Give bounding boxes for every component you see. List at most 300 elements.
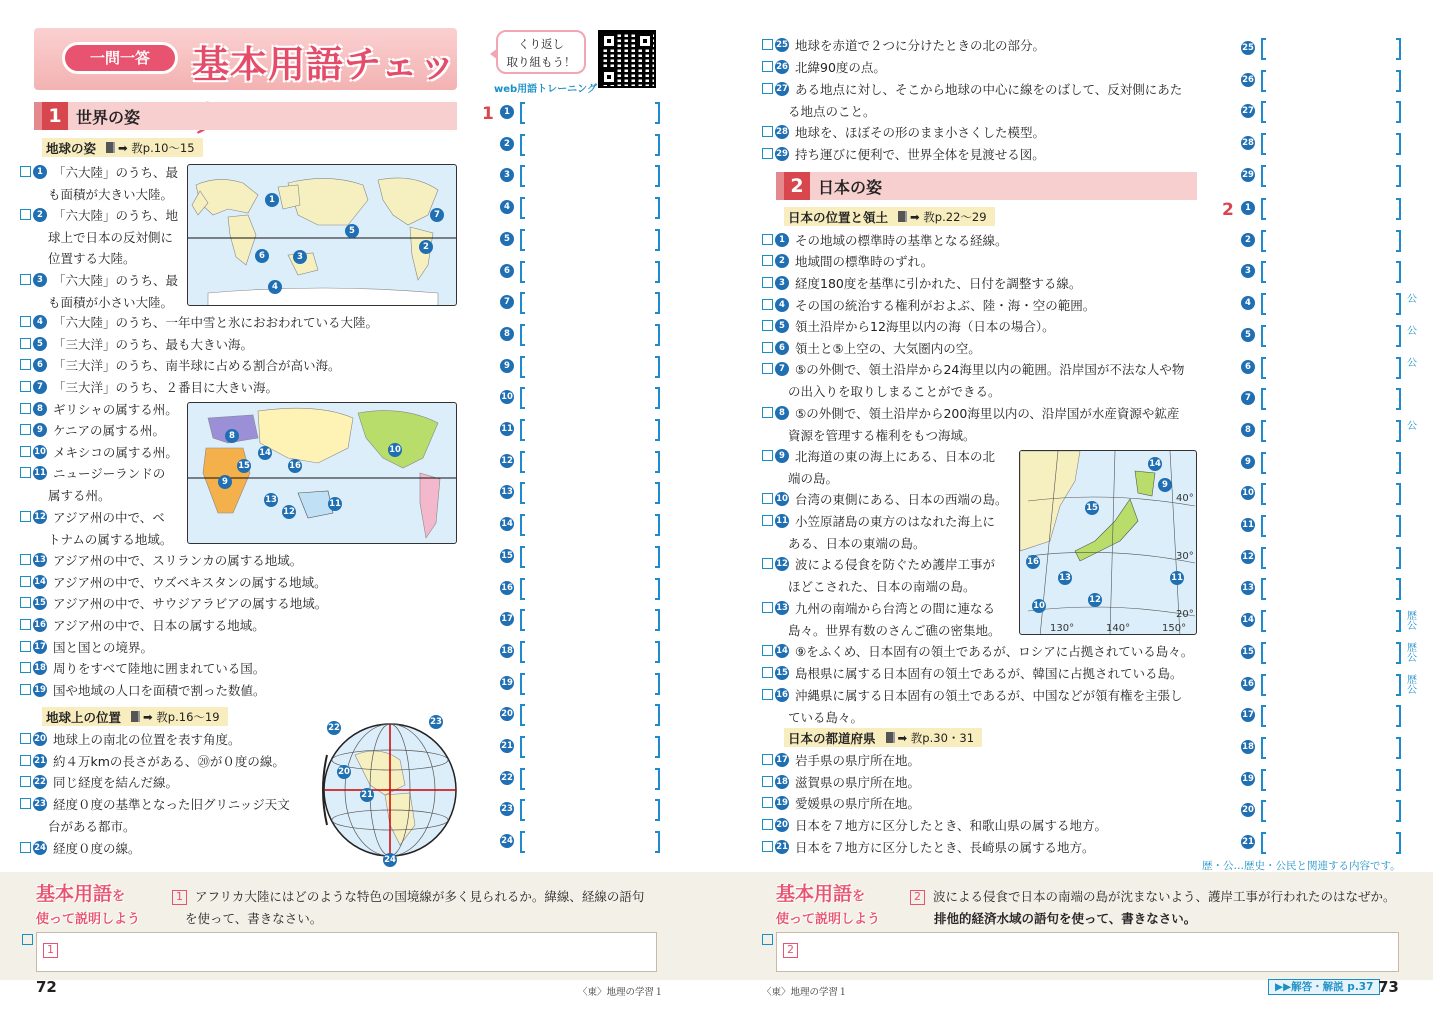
question-line-cont xyxy=(788,100,876,121)
subsection-header xyxy=(42,707,228,726)
question-text: 日本を７地方に区分したとき、和歌山県の属する地方。 xyxy=(795,818,1108,833)
question-line xyxy=(20,592,327,613)
checkbox-icon[interactable] xyxy=(762,320,773,331)
question-line xyxy=(20,376,278,397)
answer-number: 8 xyxy=(1241,423,1255,437)
checkbox-icon[interactable] xyxy=(762,61,773,72)
answer-number: 20 xyxy=(1242,805,1254,816)
subject-tag: 公 xyxy=(1407,325,1417,337)
checkbox-icon[interactable] xyxy=(762,841,773,852)
subsection-title: 地球上の位置 xyxy=(46,709,122,725)
answer-number: 14 xyxy=(1242,615,1254,626)
question-text: 九州の南端から台湾との間に連なる xyxy=(795,601,996,616)
checkbox-icon[interactable] xyxy=(762,39,773,50)
question-line xyxy=(20,728,241,749)
japan-map-label: 13 xyxy=(1059,573,1071,583)
question-text: 位置する大陸。 xyxy=(48,251,136,267)
globe-label: 22 xyxy=(328,723,340,733)
question-line xyxy=(20,269,178,290)
world-map-regions-graphic xyxy=(188,403,457,544)
question-number: 24 xyxy=(34,842,46,853)
checkbox-icon[interactable] xyxy=(762,83,773,94)
question-text: その国の統治する権利がおよぶ、陸・海・空の範囲。 xyxy=(795,298,1096,313)
banner-badge: 一問一答 xyxy=(62,42,178,74)
answer-bracket[interactable] xyxy=(500,134,660,156)
question-line xyxy=(762,121,1045,142)
answer-bracket[interactable] xyxy=(1241,515,1401,537)
explain-title-left: 基本用語を 使って説明しよう xyxy=(36,883,141,927)
question-line xyxy=(762,662,1183,683)
japan-map-label: 12 xyxy=(1089,595,1101,605)
checkbox-icon[interactable] xyxy=(762,255,773,266)
question-line xyxy=(762,749,920,770)
question-line-cont xyxy=(788,575,976,596)
question-number: 8 xyxy=(775,406,789,420)
answer-number: 9 xyxy=(500,359,514,373)
question-number: 14 xyxy=(776,645,788,656)
question-text: 属する州。 xyxy=(48,487,111,503)
question-line xyxy=(762,684,1183,705)
japan-map-label: 10 xyxy=(1033,601,1045,611)
bubble-line2: 取り組もう！ xyxy=(506,55,576,69)
question-line xyxy=(20,793,290,814)
checkbox-icon[interactable] xyxy=(762,342,773,353)
answer-bracket[interactable] xyxy=(500,419,660,441)
question-text: も面積が小さい大陸。 xyxy=(48,294,174,310)
answer-bracket[interactable] xyxy=(500,673,660,695)
question-number: 10 xyxy=(34,446,46,457)
checkbox-icon[interactable] xyxy=(762,493,773,504)
question-line xyxy=(20,398,178,419)
answer-link[interactable]: ▶▶解答・解説 p.37 xyxy=(1268,979,1380,995)
answer-number: 17 xyxy=(501,614,513,625)
answer-box-1[interactable] xyxy=(36,932,657,972)
checkbox-icon[interactable] xyxy=(762,234,773,245)
answer-number: 7 xyxy=(500,295,514,309)
answer-bracket[interactable] xyxy=(1241,38,1401,60)
answer-bracket[interactable] xyxy=(500,102,660,124)
question-text: 周りをすべて陸地に囲まれている国。 xyxy=(53,661,266,676)
answer-number: 29 xyxy=(1242,169,1254,180)
answer-bracket[interactable] xyxy=(1241,674,1417,696)
answer-bracket[interactable] xyxy=(1241,832,1401,854)
answer-number: 17 xyxy=(1242,710,1254,721)
checkbox-icon[interactable] xyxy=(762,797,773,808)
answer-bracket[interactable] xyxy=(500,197,660,219)
question-text: 領土と⑤上空の、大気圏内の空。 xyxy=(795,341,981,356)
section-header-2 xyxy=(776,172,1197,200)
question-number: 1 xyxy=(33,165,47,179)
checkbox-icon[interactable] xyxy=(20,597,31,608)
question-line xyxy=(762,771,920,792)
map-label: 3 xyxy=(293,250,307,264)
checkbox-icon[interactable] xyxy=(20,776,31,787)
question-number: 16 xyxy=(34,619,46,630)
question-text: メキシコの属する州。 xyxy=(53,445,178,460)
question-number: 8 xyxy=(33,402,47,416)
answer-number: 15 xyxy=(1242,646,1254,657)
question-line xyxy=(20,333,253,354)
question-text: 小笠原諸島の東方のはなれた海上に xyxy=(795,514,996,529)
question-text: ニュージーランドの xyxy=(53,466,166,481)
answer-bracket[interactable] xyxy=(1241,133,1401,155)
footnote: 歴・公…歴史・公民と関連する内容です。 xyxy=(1202,860,1401,872)
question-text: 波による侵食を防ぐため護岸工事が xyxy=(795,557,996,572)
question-line xyxy=(762,836,1095,857)
answer-bracket[interactable] xyxy=(1241,800,1401,822)
question-text: 「六大陸」のうち、最 xyxy=(53,273,179,288)
answer-bracket[interactable] xyxy=(1241,357,1417,379)
answer-number: 1 xyxy=(500,105,514,119)
answer-bracket[interactable] xyxy=(500,292,660,314)
answer-bracket[interactable] xyxy=(1241,705,1401,727)
question-line-cont xyxy=(48,183,173,204)
answer-number: 9 xyxy=(1241,455,1255,469)
explain-question-number: 1 xyxy=(172,890,187,905)
question-text: 北海道の東の海上にある、日本の北 xyxy=(795,449,996,464)
world-map-regions xyxy=(187,402,457,544)
answer-number: 7 xyxy=(1241,391,1255,405)
question-line xyxy=(762,34,1045,55)
map-label: 11 xyxy=(329,499,341,509)
textbook-icon xyxy=(886,732,895,743)
answer-bracket[interactable] xyxy=(1241,483,1401,505)
checkbox-icon[interactable] xyxy=(20,554,31,565)
map-label: 1 xyxy=(265,193,279,207)
title-banner xyxy=(34,28,457,90)
answer-number: 21 xyxy=(1242,837,1254,847)
answer-number: 27 xyxy=(1242,106,1254,117)
question-number: 18 xyxy=(34,662,46,673)
answer-bracket[interactable] xyxy=(500,799,660,821)
answer-number: 12 xyxy=(501,455,513,466)
question-line-cont xyxy=(48,291,173,312)
question-line-cont xyxy=(48,484,111,505)
question-number: 9 xyxy=(33,423,47,437)
answer-number: 11 xyxy=(1242,520,1254,530)
checkbox-icon[interactable] xyxy=(20,576,31,587)
question-line xyxy=(762,143,1045,164)
question-text: の出入りを取りしまることができる。 xyxy=(788,383,1001,399)
checkbox-icon[interactable] xyxy=(762,934,773,945)
question-number: 11 xyxy=(776,515,788,526)
question-text: 「六大陸」のうち、一年中雪と氷におおわれている大陸。 xyxy=(53,315,379,330)
answer-bracket[interactable] xyxy=(1241,101,1401,123)
checkbox-icon[interactable] xyxy=(20,446,31,457)
checkbox-icon[interactable] xyxy=(762,126,773,137)
japan-map-label: 11 xyxy=(1171,573,1183,583)
question-line xyxy=(762,792,920,813)
checkbox-icon[interactable] xyxy=(762,515,773,526)
checkbox-icon[interactable] xyxy=(20,424,31,435)
question-number: 5 xyxy=(33,337,47,351)
checkbox-icon[interactable] xyxy=(20,274,31,285)
question-text: 島々。世界有数のさんご礁の密集地。 xyxy=(788,622,1001,638)
answer-bracket[interactable] xyxy=(1241,261,1401,283)
checkbox-icon[interactable] xyxy=(20,316,31,327)
answer-bracket[interactable] xyxy=(500,609,660,631)
answer-bracket[interactable] xyxy=(500,641,660,663)
question-text: 滋賀県の県庁所在地。 xyxy=(795,775,921,790)
question-line xyxy=(20,571,327,592)
answer-bracket[interactable] xyxy=(500,356,660,378)
answer-number: 23 xyxy=(501,804,513,815)
longitude-label: 140° xyxy=(1106,623,1131,634)
question-text: 「三大洋」のうち、最も大きい海。 xyxy=(53,337,254,352)
textbook-icon xyxy=(131,711,140,722)
question-text: 「三大洋」のうち、２番目に大きい海。 xyxy=(53,380,279,395)
globe-diagram xyxy=(315,715,465,865)
checkbox-icon[interactable] xyxy=(762,754,773,765)
question-line xyxy=(762,402,1179,423)
question-text: ギリシャの属する州。 xyxy=(53,402,178,417)
checkbox-icon[interactable] xyxy=(20,641,31,652)
japan-map-label: 14 xyxy=(1149,459,1161,469)
checkbox-icon[interactable] xyxy=(20,511,31,522)
question-text: 国や地域の人口を面積で割った数値。 xyxy=(53,683,266,698)
answer-bracket[interactable] xyxy=(500,229,660,251)
answer-number: 12 xyxy=(1242,551,1254,562)
question-number: 17 xyxy=(776,754,788,765)
subject-tag: 歴公 xyxy=(1407,611,1417,633)
subject-tag: 公 xyxy=(1407,294,1417,306)
answer-bracket[interactable] xyxy=(1241,230,1401,252)
answer-bracket[interactable] xyxy=(1241,610,1417,633)
question-line xyxy=(762,597,995,618)
checkbox-icon[interactable] xyxy=(20,684,31,695)
question-text: 台がある都市。 xyxy=(48,818,136,834)
answer-bracket[interactable] xyxy=(1241,165,1401,187)
question-number: 20 xyxy=(34,733,46,744)
question-line-cont xyxy=(48,528,172,549)
question-line xyxy=(20,441,178,462)
checkbox-icon[interactable] xyxy=(20,359,31,370)
checkbox-icon[interactable] xyxy=(20,403,31,414)
answer-number: 28 xyxy=(1242,138,1254,149)
checkbox-icon[interactable] xyxy=(762,450,773,461)
question-text: 地球上の南北の位置を表す角度。 xyxy=(53,732,241,747)
question-text: 日本を７地方に区分したとき、長崎県の属する地方。 xyxy=(795,840,1095,855)
checkbox-icon[interactable] xyxy=(762,277,773,288)
question-line xyxy=(20,679,266,700)
answer-number: 11 xyxy=(501,424,513,434)
answer-bracket[interactable] xyxy=(500,831,660,853)
section-title: 日本の姿 xyxy=(818,177,883,197)
checkbox-icon[interactable] xyxy=(20,619,31,630)
question-text: ⑤の外側で、領土沿岸から24海里以内の範囲。沿岸国が不法な人や物 xyxy=(795,362,1185,377)
answer-bracket[interactable] xyxy=(1241,325,1417,347)
question-text: 約４万kmの長さがある、⑳が０度の線。 xyxy=(53,754,285,769)
page-note-left: 〈東〉地理の学習１ xyxy=(578,987,664,998)
answer-bracket[interactable] xyxy=(1241,642,1417,664)
checkbox-icon[interactable] xyxy=(20,166,31,177)
question-text: 経度０度の線。 xyxy=(53,841,141,856)
japan-map-label: 15 xyxy=(1086,503,1098,513)
question-number: 7 xyxy=(775,362,789,376)
map-label: 7 xyxy=(430,208,444,222)
map-label: 4 xyxy=(268,280,282,294)
question-number: 4 xyxy=(33,315,47,329)
checkbox-icon[interactable] xyxy=(20,338,31,349)
subject-tag: 歴公 xyxy=(1407,642,1417,664)
section-header-1 xyxy=(34,102,457,130)
question-line xyxy=(762,358,1184,379)
answer-bracket[interactable] xyxy=(1241,769,1401,791)
checkbox-icon[interactable] xyxy=(20,662,31,673)
answer-bracket[interactable] xyxy=(1241,388,1401,410)
answer-number: 16 xyxy=(501,582,513,593)
japan-map-label: 9 xyxy=(1158,478,1172,492)
question-number: 2 xyxy=(775,254,789,268)
question-number: 7 xyxy=(33,380,47,394)
checkbox-icon[interactable] xyxy=(762,299,773,310)
answer-box-2[interactable] xyxy=(776,932,1399,972)
question-text: ある、日本の東端の島。 xyxy=(788,535,926,551)
question-line xyxy=(20,311,378,332)
checkbox-icon[interactable] xyxy=(20,209,31,220)
checkbox-icon[interactable] xyxy=(762,819,773,830)
question-number: 16 xyxy=(776,689,788,700)
question-text: 端の島。 xyxy=(788,470,839,486)
question-line xyxy=(20,750,285,771)
answer-number: 19 xyxy=(1242,773,1254,784)
speech-bubble xyxy=(496,30,586,74)
checkbox-icon[interactable] xyxy=(22,934,33,945)
question-line xyxy=(762,640,1193,661)
checkbox-icon[interactable] xyxy=(20,842,31,853)
question-line xyxy=(762,553,995,574)
question-number: 10 xyxy=(776,493,788,504)
question-line xyxy=(20,837,141,858)
answer-bracket[interactable] xyxy=(500,387,660,409)
map-label: 9 xyxy=(218,475,232,489)
map-label: 6 xyxy=(255,249,269,263)
question-line-cont xyxy=(788,467,838,488)
answer-bracket[interactable] xyxy=(500,546,660,568)
question-text: 球上で日本の反対側に xyxy=(48,229,174,245)
web-training-link[interactable]: web用語トレーニング xyxy=(494,84,597,95)
question-number: 28 xyxy=(776,126,788,137)
question-line xyxy=(20,614,265,635)
checkbox-icon[interactable] xyxy=(762,689,773,700)
checkbox-icon[interactable] xyxy=(20,467,31,478)
question-line xyxy=(762,315,1055,336)
checkbox-icon[interactable] xyxy=(762,645,773,656)
answer-bracket[interactable] xyxy=(1241,293,1417,315)
answer-box-number: 1 xyxy=(43,943,58,958)
globe-label: 20 xyxy=(338,767,350,777)
checkbox-icon[interactable] xyxy=(20,798,31,809)
question-text: 「六大陸」のうち、最 xyxy=(53,165,179,180)
answer-number: 16 xyxy=(1242,678,1254,689)
subject-tag: 歴公 xyxy=(1407,674,1417,696)
qr-code-icon[interactable] xyxy=(598,30,656,88)
answer-bracket[interactable] xyxy=(1241,198,1401,220)
subject-tag: 公 xyxy=(1407,420,1417,432)
answer-bracket[interactable] xyxy=(500,578,660,600)
bubble-line1: くり返し xyxy=(518,37,564,51)
checkbox-icon[interactable] xyxy=(762,363,773,374)
question-number: 1 xyxy=(775,233,789,247)
globe-graphic xyxy=(315,715,465,865)
question-text: 「三大洋」のうち、南半球に占める割合が高い海。 xyxy=(53,358,341,373)
answer-bracket[interactable] xyxy=(500,736,660,758)
answer-number: 18 xyxy=(501,645,513,656)
answer-bracket[interactable] xyxy=(1241,420,1417,442)
checkbox-icon[interactable] xyxy=(20,733,31,744)
checkbox-icon[interactable] xyxy=(762,148,773,159)
answer-bracket[interactable] xyxy=(1241,452,1401,474)
textbook-ref: ➡ 教p.16〜19 xyxy=(143,709,220,724)
answer-bracket[interactable] xyxy=(1241,737,1401,759)
answer-bracket[interactable] xyxy=(500,261,660,283)
checkbox-icon[interactable] xyxy=(762,407,773,418)
checkbox-icon[interactable] xyxy=(20,755,31,766)
answer-bracket[interactable] xyxy=(500,768,660,790)
answer-bracket[interactable] xyxy=(500,165,660,187)
answer-number: 3 xyxy=(1241,264,1255,278)
checkbox-icon[interactable] xyxy=(762,667,773,678)
answer-number: 18 xyxy=(1242,741,1254,752)
checkbox-icon[interactable] xyxy=(762,776,773,787)
question-number: 17 xyxy=(34,641,46,652)
answer-bracket[interactable] xyxy=(1241,578,1401,600)
question-line-cont xyxy=(788,619,1001,640)
question-text: 沖縄県に属する日本固有の領土であるが、中国などが領有権を主張し xyxy=(795,688,1183,703)
map-label: 13 xyxy=(265,495,277,505)
checkbox-icon[interactable] xyxy=(762,558,773,569)
textbook-ref: ➡ 教p.22〜29 xyxy=(910,209,987,224)
answer-bracket[interactable] xyxy=(1241,547,1401,569)
question-text: その地域の標準時の基準となる経線。 xyxy=(795,233,1008,248)
japan-map-label: 16 xyxy=(1027,557,1039,567)
answer-bracket[interactable] xyxy=(1241,70,1401,92)
question-line xyxy=(762,294,1095,315)
question-number: 25 xyxy=(776,39,788,50)
checkbox-icon[interactable] xyxy=(20,381,31,392)
answer-number: 13 xyxy=(501,487,513,498)
question-text: る地点のこと。 xyxy=(788,103,876,119)
textbook-ref: ➡ 教p.30・31 xyxy=(897,730,975,745)
question-line xyxy=(20,161,178,182)
checkbox-icon[interactable] xyxy=(762,602,773,613)
textbook-icon xyxy=(898,211,907,222)
subsection-title: 日本の都道府県 xyxy=(788,730,876,746)
question-text: ⑤の外側で、領土沿岸から200海里以内の、沿岸国が水産資源や鉱産 xyxy=(795,406,1180,421)
answer-bracket[interactable] xyxy=(500,482,660,504)
question-text: 持ち運びに便利で、世界全体を見渡せる図。 xyxy=(795,147,1045,162)
question-line-cont xyxy=(788,706,863,727)
answer-bracket[interactable] xyxy=(500,324,660,346)
question-number: 3 xyxy=(33,273,47,287)
answer-bracket[interactable] xyxy=(500,514,660,536)
latitude-label: 40° xyxy=(1176,493,1194,504)
question-line xyxy=(20,636,153,657)
globe-label: 21 xyxy=(361,790,373,800)
question-text: 台湾の東側にある、日本の西端の島。 xyxy=(795,492,1008,507)
question-number: 29 xyxy=(776,148,788,159)
question-number: 2 xyxy=(33,208,47,222)
answer-bracket[interactable] xyxy=(500,704,660,726)
globe-label: 24 xyxy=(384,855,396,865)
subsection-header xyxy=(784,728,982,747)
latitude-label: 20° xyxy=(1176,609,1194,620)
question-text: 地域間の標準時のずれ。 xyxy=(795,254,934,269)
answer-number: 15 xyxy=(501,550,513,561)
question-text: アジア州の中で、ウズベキスタンの属する地域。 xyxy=(53,575,327,590)
answer-bracket[interactable] xyxy=(500,451,660,473)
textbook-ref: ➡ 教p.10〜15 xyxy=(118,140,195,155)
